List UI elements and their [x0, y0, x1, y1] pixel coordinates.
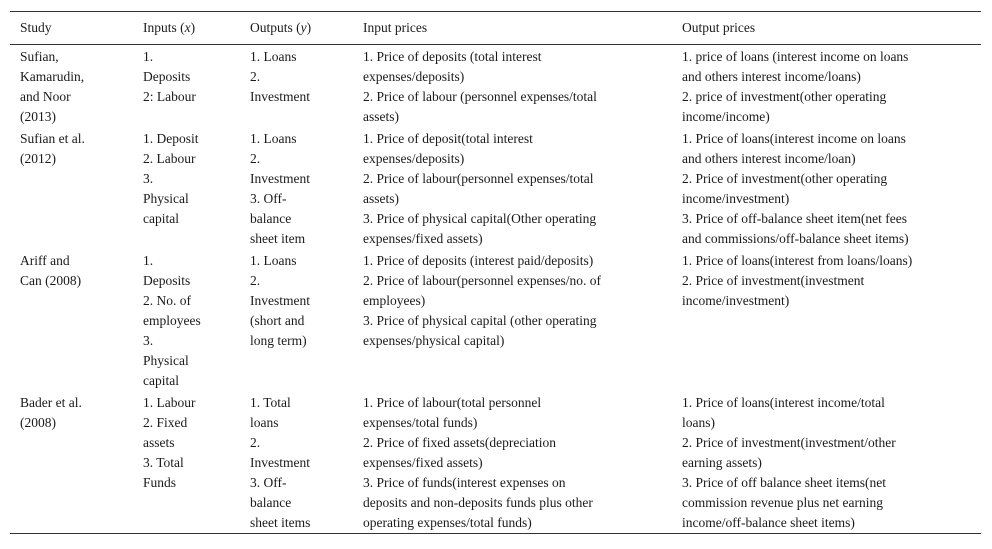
cell-line: 1. Labour: [143, 395, 196, 410]
cell-line: employees): [363, 293, 426, 308]
cell-line: and others interest income/loans): [682, 69, 861, 84]
cell-line: 2.: [250, 151, 261, 166]
cell-line: 1. Price of deposits (interest paid/deposits): [363, 253, 594, 268]
inputs-cell: [143, 129, 241, 229]
cell-line: 1. Loans: [250, 49, 297, 64]
input-prices-cell: [363, 251, 663, 351]
cell-line: Investment: [250, 89, 310, 104]
table-body: [10, 45, 981, 533]
header-input-prices: Input prices: [363, 20, 428, 35]
header-outputs-prefix: Outputs (: [250, 20, 301, 35]
cell-line: 1. Price of deposits (total interest: [363, 49, 542, 64]
cell-line: 1. Deposit: [143, 131, 199, 146]
outputs-cell: [250, 251, 350, 351]
cell-line: 2. Labour: [143, 151, 196, 166]
cell-line: (2013): [20, 109, 56, 124]
cell-line: income/off-balance sheet items): [682, 515, 855, 530]
cell-line: 3. Price of physical capital(Other operating: [363, 211, 597, 226]
cell-line: 2.: [250, 273, 261, 288]
table-row: [10, 391, 981, 533]
cell-line: 1. Price of loans(interest income on loans: [682, 131, 906, 146]
cell-line: 1. Price of deposit(total interest: [363, 131, 533, 146]
cell-line: loans): [682, 415, 715, 430]
cell-line: balance: [250, 211, 292, 226]
input-prices-cell: [363, 47, 663, 127]
cell-line: 3. Price of funds(interest expenses on: [363, 475, 566, 490]
cell-line: 1. Price of labour(total personnel: [363, 395, 542, 410]
cell-line: 2.: [250, 435, 261, 450]
header-inputs: [143, 12, 241, 44]
output-prices-cell: [682, 47, 974, 127]
table-header-row: [10, 12, 981, 45]
cell-line: 1. Price of loans(interest income/total: [682, 395, 885, 410]
cell-line: income/investment): [682, 191, 790, 206]
cell-line: Can (2008): [20, 273, 82, 288]
cell-line: assets): [363, 109, 399, 124]
cell-line: (short and: [250, 313, 305, 328]
cell-line: sheet items: [250, 515, 311, 530]
cell-line: capital: [143, 211, 179, 226]
cell-line: 2. Price of labour (personnel expenses/total: [363, 89, 597, 104]
cell-line: 2. Price of investment(investment: [682, 273, 865, 288]
cell-line: operating expenses/total funds): [363, 515, 532, 530]
cell-line: deposits and non-deposits funds plus other: [363, 495, 593, 510]
cell-line: 2. Price of investment(investment/other: [682, 435, 896, 450]
cell-line: 2. price of investment(other operating: [682, 89, 887, 104]
cell-line: 2. Price of investment(other operating: [682, 171, 888, 186]
cell-line: sheet item: [250, 231, 306, 246]
output-prices-cell: [682, 129, 974, 249]
cell-line: Physical: [143, 353, 189, 368]
cell-line: Investment: [250, 455, 310, 470]
outputs-cell: [250, 129, 350, 249]
cell-line: expenses/total funds): [363, 415, 478, 430]
inputs-cell: [143, 393, 241, 493]
cell-line: Funds: [143, 475, 177, 490]
cell-line: Kamarudin,: [20, 69, 85, 84]
cell-line: 3.: [143, 171, 154, 186]
cell-line: 1. Total: [250, 395, 291, 410]
cell-line: Ariff and: [20, 253, 70, 268]
cell-line: expenses/deposits): [363, 69, 465, 84]
cell-line: expenses/physical capital): [363, 333, 505, 348]
cell-line: income/investment): [682, 293, 790, 308]
header-inputs-prefix: Inputs (: [143, 20, 185, 35]
cell-line: Sufian et al.: [20, 131, 85, 146]
cell-line: and commissions/off-balance sheet items): [682, 231, 909, 246]
comparison-table: [10, 11, 981, 534]
cell-line: 1. price of loans (interest income on loans: [682, 49, 909, 64]
study-cell: [20, 251, 132, 291]
cell-line: 2.: [250, 69, 261, 84]
cell-line: Bader et al.: [20, 395, 82, 410]
input-prices-cell: [363, 393, 663, 533]
output-prices-cell: [682, 393, 974, 533]
cell-line: assets): [363, 191, 399, 206]
cell-line: Physical: [143, 191, 189, 206]
outputs-cell: [250, 47, 350, 107]
cell-line: 3. Price of off balance sheet items(net: [682, 475, 887, 490]
cell-line: 2. Price of fixed assets(depreciation: [363, 435, 557, 450]
cell-line: expenses/fixed assets): [363, 231, 483, 246]
header-outputs: [250, 12, 350, 44]
cell-line: capital: [143, 373, 179, 388]
cell-line: 3. Price of physical capital (other operating: [363, 313, 597, 328]
cell-line: 3.: [143, 333, 154, 348]
cell-line: commission revenue plus net earning: [682, 495, 883, 510]
cell-line: 2. Price of labour(personnel expenses/no. of: [363, 273, 602, 288]
cell-line: Investment: [250, 171, 310, 186]
cell-line: 2. No. of: [143, 293, 191, 308]
cell-line: Investment: [250, 293, 310, 308]
cell-line: 2: Labour: [143, 89, 196, 104]
table-row: [10, 45, 981, 127]
cell-line: Sufian,: [20, 49, 59, 64]
cell-line: Deposits: [143, 69, 191, 84]
cell-line: 2. Fixed: [143, 415, 188, 430]
cell-line: 2. Price of labour(personnel expenses/total: [363, 171, 594, 186]
cell-line: expenses/deposits): [363, 151, 465, 166]
cell-line: income/income): [682, 109, 770, 124]
output-prices-cell: [682, 251, 974, 311]
cell-line: 1.: [143, 253, 154, 268]
cell-line: loans: [250, 415, 279, 430]
cell-line: (2008): [20, 415, 56, 430]
study-cell: [20, 393, 132, 433]
cell-line: 3. Off-: [250, 475, 287, 490]
header-output-prices: Output prices: [682, 20, 756, 35]
cell-line: 1.: [143, 49, 154, 64]
input-prices-cell: [363, 129, 663, 249]
inputs-cell: [143, 47, 241, 107]
cell-line: 3. Total: [143, 455, 184, 470]
cell-line: 3. Price of off-balance sheet item(net fees: [682, 211, 908, 226]
cell-line: 1. Loans: [250, 131, 297, 146]
cell-line: expenses/fixed assets): [363, 455, 483, 470]
cell-line: long term): [250, 333, 307, 348]
cell-line: (2012): [20, 151, 56, 166]
cell-line: earning assets): [682, 455, 762, 470]
study-cell: [20, 129, 132, 169]
header-study: Study: [20, 20, 52, 35]
header-outputs-suffix: ): [306, 20, 312, 35]
inputs-cell: [143, 251, 241, 391]
cell-line: and others interest income/loan): [682, 151, 856, 166]
cell-line: and Noor: [20, 89, 71, 104]
cell-line: 1. Loans: [250, 253, 297, 268]
header-outputs-var: y: [300, 20, 307, 35]
cell-line: employees: [143, 313, 201, 328]
header-inputs-var: x: [184, 20, 191, 35]
cell-line: assets: [143, 435, 175, 450]
table-row: [10, 249, 981, 391]
outputs-cell: [250, 393, 350, 533]
cell-line: Deposits: [143, 273, 191, 288]
table-row: [10, 127, 981, 249]
study-cell: [20, 47, 132, 127]
header-inputs-suffix: ): [190, 20, 196, 35]
cell-line: 1. Price of loans(interest from loans/loans): [682, 253, 913, 268]
cell-line: 3. Off-: [250, 191, 287, 206]
cell-line: balance: [250, 495, 292, 510]
